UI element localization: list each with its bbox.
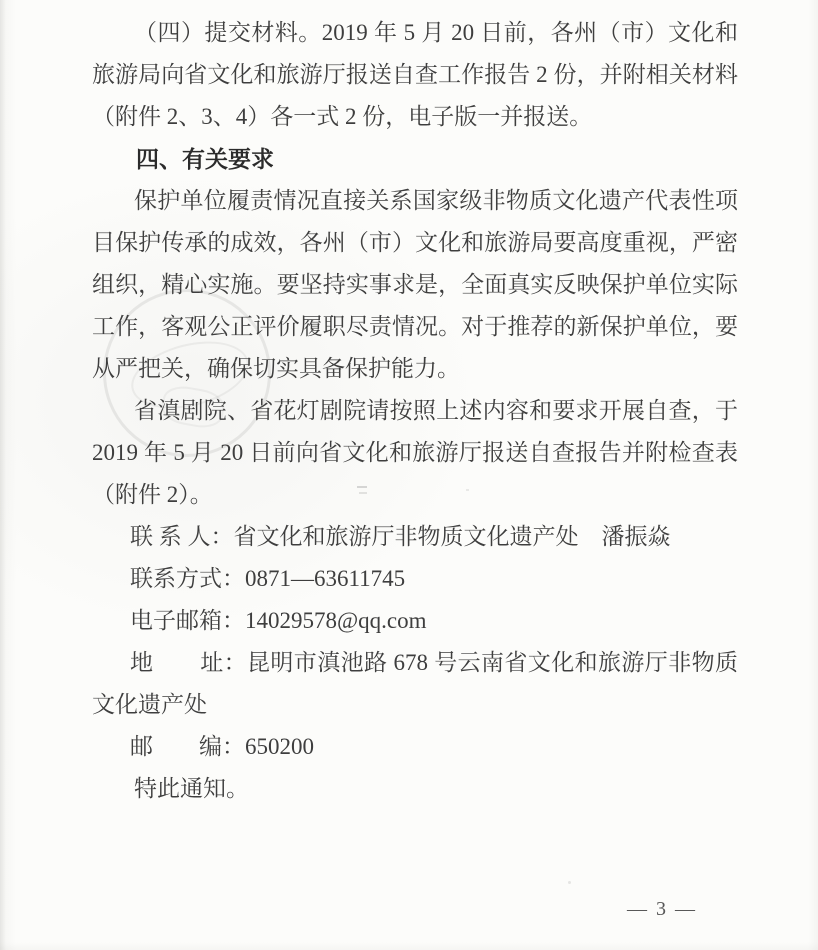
scan-speck [568,881,571,884]
closing-line: 特此通知。 [134,776,249,801]
notice-body [92,12,738,810]
contact-address-line: 地 址：昆明市滇池路 678 号云南省文化和旅游厅非物质文化遗产处 [92,650,738,717]
section-heading-requirements: 四、有关要求 [136,146,274,172]
page-number: — 3 — [627,898,697,920]
contact-person-line: 联 系 人：省文化和旅游厅非物质文化遗产处 潘振焱 [130,524,671,549]
paragraph-provincial-theaters: 省滇剧院、省花灯剧院请按照上述内容和要求开展自查，于 2019 年 5 月 20 日前向省文化和旅游厅报送自查报告并附检查表（附件 2）。 [92,398,738,507]
paragraph-submit-materials: （四）提交材料。2019 年 5 月 20 日前，各州（市）文化和旅游局向省文化和旅游厅报送自查工作报告 2 份，并附相关材料（附件 2、3、4）各一式 2 份，电子版一并报送。 [92,20,738,129]
contact-phone-line: 联系方式：0871—63611745 [130,566,406,591]
paragraph-requirements-body: 保护单位履责情况直接关系国家级非物质文化遗产代表性项目保护传承的成效，各州（市）文化和旅游局要高度重视，严密组织，精心实施。要坚持实事求是，全面真实反映保护单位实际工作，客观公正评价履职尽责情况。对于推荐的新保护单位，要从严把关，确保切实具备保护能力。 [92,188,738,381]
contact-postcode-line: 邮 编：650200 [130,734,314,759]
contact-email-line: 电子邮箱：14029578@qq.com [130,608,427,633]
